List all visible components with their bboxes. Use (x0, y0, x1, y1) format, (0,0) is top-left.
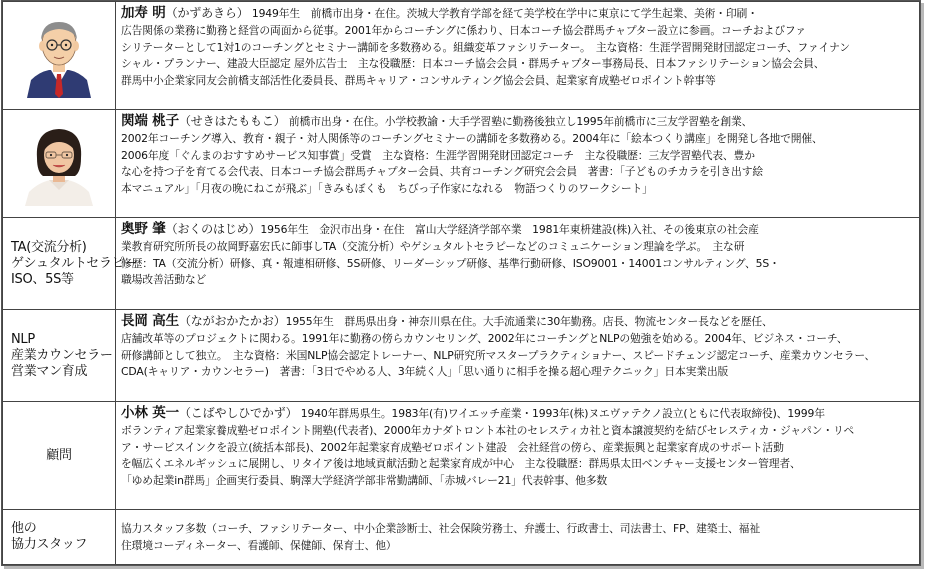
bio-line: 「ゆめ起業in群馬」企画実行委員、駒澤大学経済学部非常勤講師、「赤城バレー21」代表幹事、他多数 (121, 474, 608, 488)
bio-line: 住環境コーディネーター、看護師、保健師、保育士、他） (121, 538, 397, 552)
portrait-cell (3, 2, 116, 110)
profile-bio (116, 510, 920, 565)
bio-line: 2002年コーチング導入、教育・親子・対人関係等のコーチングセミナーの講師を多数務める。2004年に「絵本つくり講座」を開発し各地で開催、 (121, 131, 823, 145)
table-row (3, 402, 920, 510)
bio-line: CDA(キャリア・カウンセラー) 著書：「3日でやめる人、3年続く人」「思い通りに相手を操る超心理テクニック」日本実業出版 (121, 365, 729, 379)
table-row (3, 310, 920, 402)
bio-line: ボランティア起業家養成塾ゼロポイント開塾(代表者)、2000年カナダトロント本社のセレスティカ社と資本譲渡契約を結びセレスティカ・ジャパン・リペ (121, 423, 855, 437)
table-row (3, 110, 920, 218)
profile-bio (116, 2, 920, 110)
woman-portrait-photo (19, 122, 99, 206)
bio-line: 業教育研究所所長の故岡野嘉宏氏に師事しTA（交流分析）やゲシュタルトセラピーなどのコミュニケーション理論を学ぶ。 主な研 (121, 239, 745, 253)
bio-line: シリテーターとして1対1のコーチングとセミナー講師を多数務める。組織変革ファシリテーター。 主な資格：生涯学習開発財団認定コーチ、ファイナン (121, 40, 850, 54)
profile-name-reading: （おくのはじめ） (165, 222, 261, 236)
profile-name: 小林 英一 (121, 405, 179, 421)
profile-name: 奥野 肇 (121, 221, 166, 237)
bio-line: 修歴：TA（交流分析）研修、真・報連相研修、5S研修、リーダーシップ研修、基準行動研修、ISO9001・14001コンサルティング、5S・ (121, 256, 780, 270)
specialty-label: TA(交流分析) (11, 239, 87, 255)
profile-table-frame (1, 0, 921, 566)
profile-name: 関端 桃子 (121, 113, 179, 129)
bio-line: 1956年生 金沢市出身・在住 富山大学経済学部卒業 1981年東枡建設(株)入社、その後東京の社会産 (260, 223, 759, 236)
specialty-label: 産業カウンセラー (11, 347, 113, 363)
bio-line: を幅広くエネルギッシュに展開し、リタイア後は地域貢献活動と起業家育成が中心 主な役職歴：群馬県太田ベンチャー支援センター管理者、 (121, 457, 801, 471)
bio-line: 2006年度「ぐんまのおすすめサービス知事賞」受賞 主な資格：生涯学習開発財団認定コーチ 主な役職歴：三友学習塾代表、豊か (121, 148, 755, 162)
specialty-cell (3, 218, 137, 310)
bio-line: 協力スタッフ多数（コーチ、ファシリテーター、中小企業診断士、社会保険労務士、弁護士、行政書士、司法書士、FP、建築士、福祉 (121, 521, 760, 535)
bio-line: シャル・プランナー、建設大臣認定 屋外広告士 主な役職歴：日本コーチ協会会員・群馬チャプター事務局長、日本ファシリテーション協会会員、 (121, 57, 825, 71)
table-row (3, 2, 920, 110)
specialty-cell (3, 310, 116, 402)
bio-line: ア・サービスインクを設立(統括本部長)、2002年起業家育成塾ゼロポイント建設 会社経営の傍ら、産業振興と起業家育成のサポート活動 (121, 440, 784, 454)
bio-line: 職場改善活動など (121, 273, 207, 287)
bio-line: な心を持つ子を育てる会代表、日本コーチ協会群馬チャプター会員、共育コーチング研究会会員 著書：「子どものチカラを引き出す絵 (121, 165, 764, 179)
profile-name-reading: （せきはたももこ） (178, 114, 286, 128)
specialty-label: ゲシュタルトセラピー (11, 255, 137, 271)
profile-bio (116, 402, 920, 510)
portrait-cell (3, 110, 116, 218)
table-row (3, 218, 920, 310)
profile-name: 長岡 高生 (121, 313, 179, 329)
specialty-cell (3, 510, 116, 565)
profile-bio (116, 110, 920, 218)
specialty-label: ISO、5S等 (11, 271, 74, 287)
bio-line: 前橋市出身・在住。小学校教諭・大手学習塾に勤務後独立し1995年前橋市に三友学習塾を創業、 (288, 115, 753, 128)
profile-name-reading: （ながおかたかお） (178, 314, 286, 328)
bio-line: 1955年生 群馬県出身・神奈川県在住。大手流通業に30年勤務。店長、物流センター長などを歴任、 (285, 315, 773, 328)
specialty-label: 営業マン育成 (11, 363, 88, 379)
specialty-cell (3, 402, 116, 510)
bio-line: 本マニュアル」「月夜の晩にねこが飛ぶ」「きみもぼくも ちびっ子作家になれる 物語つくりのワークシート」 (121, 182, 653, 196)
bio-line: 1940年群馬県生。1983年(有)ワイエッチ産業・1993年(株)ヌエヴァテクノ設立(ともに代表取締役)、1999年 (300, 407, 825, 420)
bio-line: 1949年生 前橋市出身・在住。茨城大学教育学部を経て美学校在学中に東京にて学生起業、美術・印刷・ (251, 7, 758, 20)
table-row (3, 510, 920, 565)
profile-name: 加寿 明 (121, 5, 166, 21)
illustrated-man-portrait (19, 14, 99, 98)
profile-table (2, 1, 920, 565)
profile-bio (116, 218, 920, 310)
specialty-label: 他の (11, 521, 37, 536)
bio-line: 広告関係の業務に勤務と経営の両面から従事。2001年からコーチングに係わり、日本コーチ協会群馬チャプター設立に参画。コーチおよびファ (121, 23, 806, 37)
profile-name-reading: （こばやしひでかず） (178, 406, 298, 420)
bio-line: 群馬中小企業家同友会前橋支部活性化委員長、群馬キャリア・コンサルティング協会会員、起業家育成塾ゼロポイント幹事等 (121, 74, 716, 88)
bio-line: 研修講師として独立。 主な資格：米国NLP協会認定トレーナー、NLP研究所マスタープラクティショナー、スピードチェンジ認定コーチ、産業カウンセラー、 (121, 348, 876, 362)
specialty-label: 顧問 (46, 447, 72, 463)
profile-bio (116, 310, 920, 402)
specialty-label: NLP (11, 331, 35, 347)
specialty-label: 協力スタッフ (11, 537, 88, 552)
profile-name-reading: （かずあきら） (165, 6, 249, 20)
bio-line: 店舗改革等のプロジェクトに関わる。1991年に勤務の傍らカウンセリング、2002年にコーチングとNLPの勉強を始める。2004年、ビジネス・コーチ、 (121, 331, 848, 345)
